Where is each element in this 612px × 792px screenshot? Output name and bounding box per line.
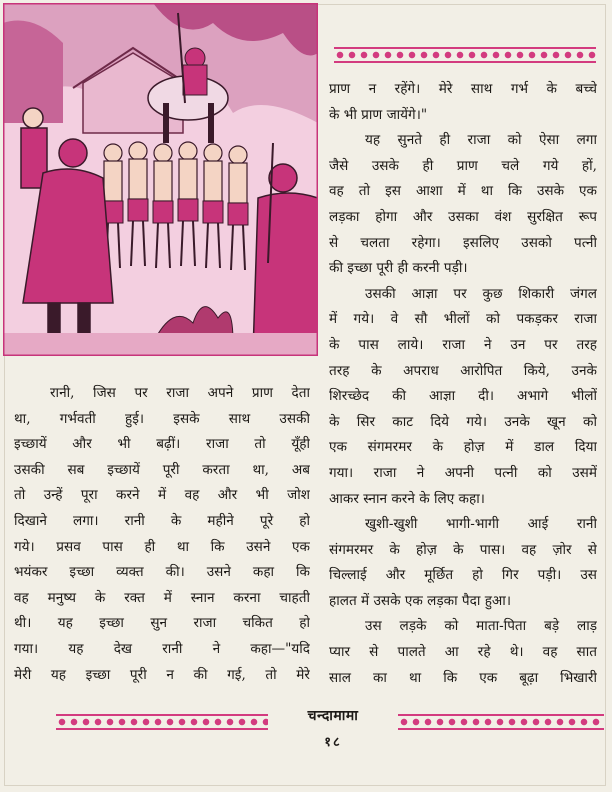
- ornament-border-bottom-right: [398, 714, 604, 730]
- text-line: गया। राजा ने अपनी पत्नी को उसमें: [329, 464, 597, 481]
- left-column-text: [14, 381, 310, 688]
- page-number: १८: [324, 735, 342, 750]
- text-line: मेरी यह इच्छा पूरी न की गई, तो मेरे: [14, 666, 310, 683]
- right-paragraph-2: [329, 128, 597, 282]
- text-line: के पास लाये। राजा ने उन पर तरह: [329, 336, 597, 353]
- text-line: गये। प्रसव पास ही था कि उसने एक: [14, 538, 310, 555]
- text-line: प्यार से पालते आ रहे थे। वह सात: [329, 644, 597, 661]
- text-line: चिल्लाई और मूर्छित हो गिर पड़ी। उस: [329, 567, 597, 584]
- text-line: रानी, जिस पर राजा अपने प्राण देता: [50, 385, 310, 401]
- text-line: की इच्छा पूरी ही करनी पड़ी।: [329, 260, 468, 277]
- text-line: वह तो इस आशा में था कि उसके एक: [329, 183, 597, 200]
- tribal-captives-illustration-icon: [3, 3, 318, 356]
- text-line: में गये। वे सौ भीलों को पकड़कर राजा: [329, 311, 597, 328]
- right-paragraph-4: [329, 512, 597, 614]
- text-line: के भी प्राण जायेंगे।": [329, 106, 428, 123]
- text-line: साल का था कि एक बूढ़ा भिखारी: [329, 669, 597, 686]
- text-line: उसकी आज्ञा पर कुछ शिकारी जंगल: [365, 285, 597, 302]
- text-line: उस लड़के को माता-पिता बड़े लाड़: [365, 618, 597, 635]
- ornament-border-top: [334, 47, 596, 63]
- ornament-border-bottom-left: [56, 714, 268, 730]
- left-paragraph-1: [14, 381, 310, 688]
- right-paragraph-5: [329, 614, 597, 691]
- right-paragraph-1: [329, 77, 597, 128]
- text-line: के सिर काट दिये गये। उनके खून को: [329, 413, 597, 430]
- text-line: थी। यह इच्छा सुन राजा चकित हो: [14, 615, 310, 632]
- right-column-text: [329, 77, 597, 691]
- magazine-title: चन्दामामा: [307, 708, 359, 724]
- text-line: प्राण न रहेंगे। मेरे साथ गर्भ के बच्चे: [329, 81, 597, 97]
- text-line: भयंकर इच्छा व्यक्त की। उसने कहा कि: [14, 564, 310, 581]
- text-line: लड़का होगा और उसका वंश सुरक्षित रूप: [329, 208, 597, 225]
- text-line: गया। यह देख रानी ने कहा—"यदि: [14, 640, 310, 657]
- text-line: वह मनुष्य के रक्त में स्नान करना चाहती: [14, 589, 310, 606]
- text-line: एक संगमरमर के होज़ में डाल दिया: [329, 439, 597, 456]
- text-line: तो उन्हें पूरा करने में वह और भी जोश: [14, 487, 310, 504]
- text-line: दिखाने लगा। रानी के महीने पूरे हो: [14, 512, 310, 529]
- text-line: हालत में उसके एक लड़का पैदा हुआ।: [329, 592, 511, 609]
- text-line: यह सुनते ही राजा को ऐसा लगा: [365, 132, 597, 149]
- text-line: इच्छायें और भी बढ़ीं। राजा तो यूँही: [14, 436, 310, 453]
- right-paragraph-3: [329, 282, 597, 512]
- text-line: आकर स्नान करने के लिए कहा।: [329, 490, 485, 507]
- story-illustration: [3, 3, 318, 356]
- text-line: जैसे उसके ही प्राण चले गये हों,: [329, 157, 597, 174]
- text-line: उसकी सब इच्छायें पूरी करता था, अब: [14, 461, 310, 478]
- text-line: था, गर्भवती हुई। इसके साथ उसकी: [14, 410, 310, 427]
- text-line: खुशी-खुशी भागी-भागी आई रानी: [365, 516, 597, 533]
- text-line: संगमरमर के होज़ के पास। वह ज़ोर से: [329, 541, 597, 558]
- text-line: शिरच्छेद की आज्ञा दी। अभागे भीलों: [329, 388, 597, 405]
- text-line: तरह के अपराध आरोपित किये, उनके: [329, 362, 597, 379]
- text-line: से चलता रहेगा। इसलिए उसको पत्नी: [329, 234, 597, 251]
